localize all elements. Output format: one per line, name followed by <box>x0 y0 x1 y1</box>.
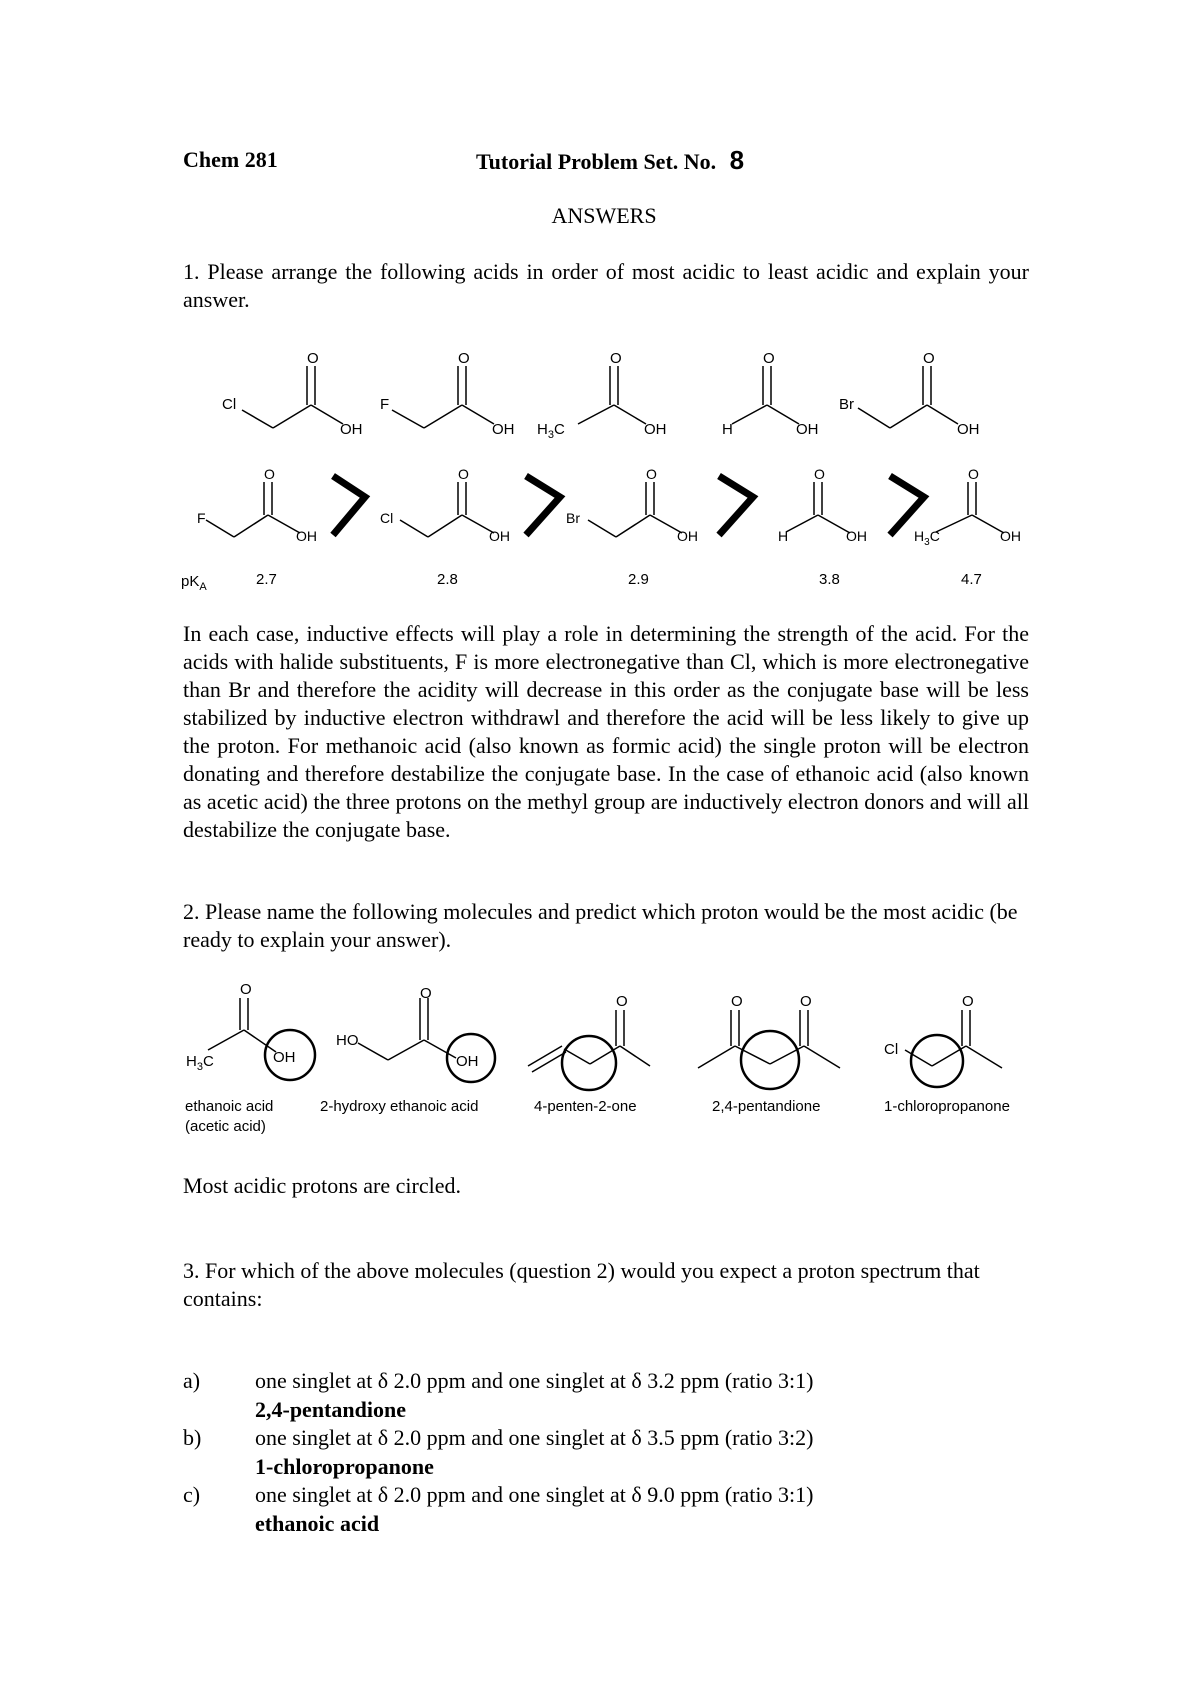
atom-o: O <box>814 466 825 482</box>
pka-value: 2.8 <box>437 571 458 588</box>
molecule-name-hydroxy-ethanoic-acid: 2-hydroxy ethanoic acid <box>320 1098 479 1115</box>
atom-oh: OH <box>846 528 867 544</box>
atom-o: O <box>923 350 935 367</box>
atom-oh: OH <box>273 1049 296 1066</box>
atom-oh: OH <box>296 528 317 544</box>
question-2-note: Most acidic protons are circled. <box>183 1173 461 1198</box>
acetic-acid-structure <box>578 366 646 424</box>
chloroacetic-acid-ranked <box>400 482 494 537</box>
atom-oh: OH <box>957 421 980 438</box>
pka-value: 4.7 <box>961 571 982 588</box>
answer-letter: a) <box>183 1368 201 1393</box>
atom-cl: Cl <box>884 1041 899 1058</box>
question-2-text: 2. Please name the following molecules and predict which proton would be the most acidic (be ready to explain your answer). <box>183 899 1018 952</box>
answer-letter: c) <box>183 1482 201 1507</box>
greater-than-symbol-3 <box>719 476 753 535</box>
atom-f: F <box>380 396 390 413</box>
problem-set-number: 8 <box>729 145 745 175</box>
question-1-text: 1. Please arrange the following acids in order of most acidic to least acidic and explain your answer. <box>183 259 1029 312</box>
course-code: Chem 281 <box>183 147 278 172</box>
atom-o: O <box>646 466 657 482</box>
greater-than-symbol-4 <box>890 476 924 535</box>
molecule-name-pentenone: 4-penten-2-one <box>534 1098 637 1115</box>
greater-than-symbol-2 <box>526 476 560 535</box>
molecule-structures-figure <box>0 980 1200 1100</box>
atom-o: O <box>420 985 432 1002</box>
formic-acid-structure <box>732 366 799 424</box>
pka-value: 2.7 <box>256 571 277 588</box>
bromoacetic-acid-structure <box>858 366 958 428</box>
document-title <box>476 146 744 176</box>
bromoacetic-acid-ranked <box>588 482 682 537</box>
acidic-proton-circle <box>911 1035 963 1087</box>
answer-molecule: 1-chloropropanone <box>255 1454 434 1479</box>
atom-oh: OH <box>492 421 515 438</box>
atom-o: O <box>307 350 319 367</box>
molecule-name-pentandione: 2,4-pentandione <box>712 1098 821 1115</box>
atom-oh: OH <box>677 528 698 544</box>
atom-o: O <box>962 993 974 1010</box>
acetic-acid-ranked <box>936 482 1004 533</box>
molecule-name-ethanoic-acid: ethanoic acid (acetic acid) <box>185 1098 274 1135</box>
atom-o: O <box>610 350 622 367</box>
atom-cl: Cl <box>380 510 394 526</box>
atom-o: O <box>240 981 252 998</box>
atom-h3c: $H_3C$ <box>914 528 940 548</box>
atom-o: O <box>968 466 979 482</box>
answer-molecule: ethanoic acid <box>255 1511 380 1536</box>
atom-o: O <box>800 993 812 1010</box>
pentenone-structure <box>528 1010 650 1090</box>
pentandione-structure <box>698 1010 840 1089</box>
answer-criteria: one singlet at δ 2.0 ppm and one singlet at δ 3.5 ppm (ratio 3:2) <box>255 1425 814 1450</box>
answer-criteria: one singlet at δ 2.0 ppm and one singlet at δ 3.2 ppm (ratio 3:1) <box>255 1368 814 1393</box>
chloropropanone-structure <box>905 1010 1002 1087</box>
acidic-proton-circle <box>741 1031 799 1089</box>
formic-acid-ranked <box>786 482 850 533</box>
atom-oh: OH <box>1000 528 1021 544</box>
greater-than-symbol-1 <box>333 476 365 535</box>
atom-cl: Cl <box>222 396 237 413</box>
chloroacetic-acid-structure <box>242 366 343 428</box>
atom-oh: OH <box>644 421 667 438</box>
atom-f: F <box>197 510 206 526</box>
pka-value: 3.8 <box>819 571 840 588</box>
atom-o: O <box>458 350 470 367</box>
atom-o: O <box>763 350 775 367</box>
atom-h: H <box>722 421 733 438</box>
atom-oh: OH <box>796 421 819 438</box>
atom-o: O <box>731 993 743 1010</box>
atom-br: Br <box>566 510 580 526</box>
fluoroacetic-acid-structure <box>392 366 494 428</box>
atom-ho: HO <box>336 1032 359 1049</box>
pka-value: 2.9 <box>628 571 649 588</box>
ethanoic-acid-structure <box>208 998 315 1080</box>
fluoroacetic-acid-ranked <box>206 482 300 537</box>
answer-letter: b) <box>183 1425 202 1450</box>
molecule-name-chloropropanone: 1-chloropropanone <box>884 1098 1010 1115</box>
answers-heading: ANSWERS <box>551 203 657 228</box>
question-1-explanation: In each case, inductive effects will play a role in determining the strength of the acid. For the acids with halide substituents, F is more electronegative than Cl, which is more electronegative than Br and therefore the acidity will decrease in this order as the conjugate base will be less stabilized by inductive electron withdrawl and therefore the acid will be less likely to give up the proton. For methanoic acid (also known as formic acid) the single proton will be electron donating and therefore destabilize the conjugate base. In the case of ethanoic acid (also known as acetic acid) the three protons on the methyl group are inductively electron donors and will all destabilize the conjugate base. <box>183 621 1029 842</box>
atom-br: Br <box>839 396 854 413</box>
atom-h: H <box>778 528 789 544</box>
acid-structures-figure <box>0 340 1200 610</box>
atom-o: O <box>264 466 275 482</box>
title-text: Tutorial Problem Set. No. <box>476 149 717 174</box>
question-3-text: 3. For which of the above molecules (question 2) would you expect a proton spectrum that contains: <box>183 1258 980 1311</box>
atom-h3c: $H_3C$ <box>537 421 565 441</box>
atom-o: O <box>458 466 469 482</box>
pka-label: $pK_A$ <box>181 573 207 593</box>
answer-molecule: 2,4-pentandione <box>255 1397 406 1422</box>
atom-o: O <box>616 993 628 1010</box>
atom-h3c: $H_3C$ <box>186 1053 214 1073</box>
answer-criteria: one singlet at δ 2.0 ppm and one singlet at δ 9.0 ppm (ratio 3:1) <box>255 1482 814 1507</box>
atom-oh: OH <box>489 528 510 544</box>
atom-oh: OH <box>456 1053 479 1070</box>
atom-oh: OH <box>340 421 363 438</box>
